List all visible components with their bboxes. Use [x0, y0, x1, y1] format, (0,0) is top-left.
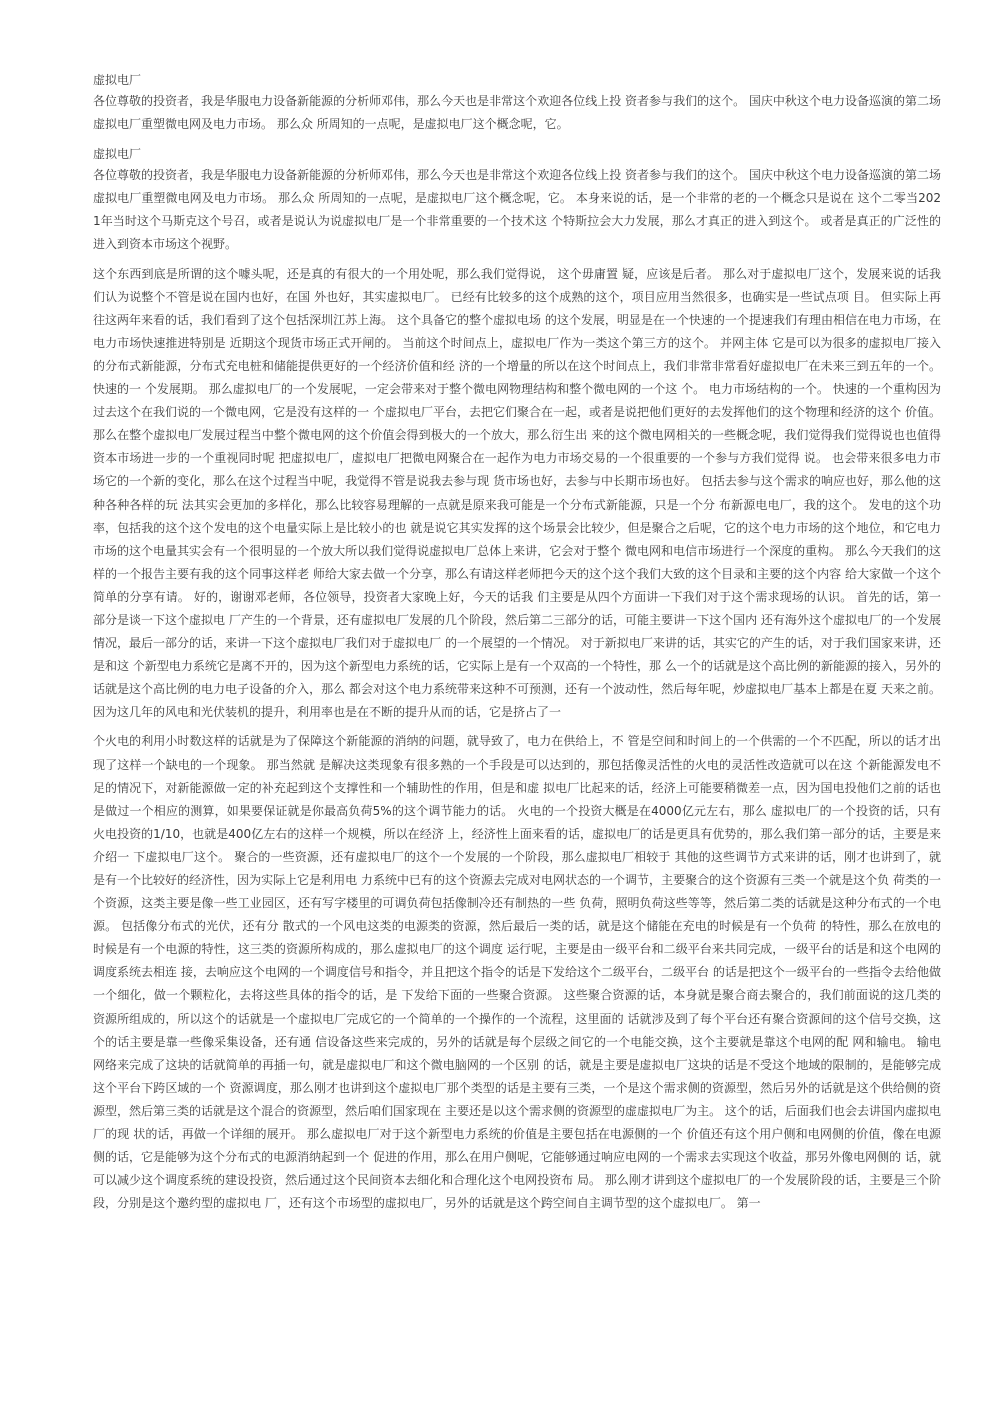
section-title: 虚拟电厂	[93, 147, 142, 162]
body-paragraph: 这个东西到底是所谓的这个噱头呢，还是真的有很大的一个用处呢，那么我们觉得说， 这个毋庸置 疑，应该是后者。 那么对于虚拟电厂这个，发展来说的话我们认为说整个不管是说在国内也好，在国 外也好，其实虚拟电厂。 已经有比较多的这个成熟的这个，项目应用当然很多，也确实是一些试点项 目。 但实际上再往这两年来看的话，我们看到了这个包括深圳江苏上海。 这个具备它的整个虚拟电场 的这个发展，明显是在一个快速的一个提速我们有理由相信在电力市场，在电力市场快速推进特别是 近期这个现货市场正式开闸的。 当前这个时间点上，虚拟电厂作为一类这个第三方的这个。 并网主体 它是可以为很多的虚拟电厂接入的分布式新能源，分布式充电桩和储能提供更好的一个经济价值和经 济的一个增量的所以在这个时间点上，我们非常非常看好虚拟电厂在未来三到五年的一个。 快速的一 个发展期。 那么虚拟电厂的一个发展呢，一定会带来对于整个微电网物理结构和整个微电网的一个这 个。 电力市场结构的一个。 快速的一个重构因为过去这个在我们说的一个微电网，它是没有这样的一 个虚拟电厂平台，去把它们聚合在一起，或者是说把他们更好的去发挥他们的这个物理和经济的这个 价值。 那么在整个虚拟电厂发展过程当中整个微电网的这个价值会得到极大的一个放大，那么衍生出 来的这个微电网相关的一些概念呢，我们觉得我们觉得说也也值得资本市场进一步的一个重视同时呢 把虚拟电厂，虚拟电厂把微电网聚合在一起作为电力市场交易的一个很重要的一个参与方我们觉得 说。 也会带来很多电力市场它的一个新的变化，那么在这个过程当中呢，我觉得不管是说我去参与现 货市场也好，去参与中长期市场也好。 包括去参与这个需求的响应也好，那么他的这种各种各样的玩 法其实会更加的多样化，那么比较容易理解的一点就是原来我可能是一个分布式新能源，只是一个分 布新源电电厂，我的这个。 发电的这个功率，包括我的这个这个发电的这个电量实际上是比较小的也 就是说它其实发挥的这个场景会比较少，但是聚合之后呢，它的这个电力市场的这个地位，和它电力 市场的这个电量其实会有一个很明显的一个放大所以我们觉得说虚拟电厂总体上来讲，它会对于整个 微电网和电信市场进行一个深度的重构。 那么今天我们的这样的一个报告主要有我的这个同事这样老 师给大家去做一个分享，那么有请这样老师把今天的这个这个我们大致的这个目录和主要的这个内容 给大家做一个这个简单的分享有请。 好的，谢谢邓老师，各位领导，投资者大家晚上好，今天的话我 们主要是从四个方面讲一下我们对于这个需求现场的认识。 首先的话，第一部分是谈一下这个虚拟电 厂产生的一个背景，还有虚拟电厂发展的几个阶段，然后第二三部分的话，可能主要讲一下这个国内 还有海外这个虚拟电厂的一个发展情况，最后一部分的话，来讲一下这个虚拟电厂我们对于虚拟电厂 的一个展望的一个情况。 对于新拟电厂来讲的话，其实它的产生的话，对于我们国家来讲，还是和这 个新型电力系统它是离不开的，因为这个新型电力系统的话，它实际上是有一个双高的一个特性，那 么一个的话就是这个高比例的新能源的接入，另外的话就是这个高比例的电力电子设备的介入，那么 都会对这个电力系统带来这种不可预测，还有一个波动性，然后每年呢，炒虚拟电厂基本上都是在夏 天来之前。 因为这几年的风电和光伏装机的提升，利用率也是在不断的提升从而的话，它是挤占了一	[93, 266, 941, 720]
body-paragraph: 个火电的利用小时数这样的话就是为了保障这个新能源的消纳的问题，就导致了，电力在供给上，不 管是空间和时间上的一个供需的一个不匹配，所以的话才出现了这样一个缺电的一个现象。 那当然就 是解决这类现象有很多熟的一个手段是可以达到的，那包括像灵活性的火电的灵活性改造就可以在这 个新能源发电不足的情况下，对新能源做一定的补充起到这个支撑性和一个辅助性的作用，但是和虚 拟电厂比起来的话，经济上可能要稍微差一点，因为国电投他们之前的话也是做过一个相应的测算，如果要保证就是你最高负荷5%的这个调节能力的话。 火电的一个投资大概是在4000亿元左右，那么 虚拟电厂的一个投资的话，只有火电投资的1/10，也就是400亿左右的这样一个规模，所以在经济 上，经济性上面来看的话，虚拟电厂的话是更具有优势的，那么我们第一部分的话，主要是来介绍一 下虚拟电厂这个。 聚合的一些资源，还有虚拟电厂的这个一个发展的一个阶段，那么虚拟电厂相较于 其他的这些调节方式来讲的话，刚才也讲到了，就是有一个比较好的经济性，因为实际上它是利用电 力系统中已有的这个资源去完成对电网状态的一个调节，主要聚合的这个资源有三类一个就是这个负 荷类的一个资源，这类主要是像一些工业园区，还有写字楼里的可调负荷包括像制冷还有制热的一些 负荷，照明负荷这些等等，然后第二类的话就是这种分布式的一个电源。 包括像分布式的光伏，还有分 散式的一个风电这类的电源类的资源，然后最后一类的话，就是这个储能在充电的时候是有一个负荷 的特性，那么在放电的时候是有一个电源的特性，这三类的资源所构成的，那么虚拟电厂的这个调度 运行呢，主要是由一级平台和二级平台来共同完成，一级平台的话是和这个电网的调度系统去相连 接，去响应这个电网的一个调度信号和指令，并且把这个指令的话是下发给这个二级平台，二级平台 的话是把这个一级平台的一些指令去给他做一个细化，做一个颗粒化，去将这些具体的指令的话，是 下发给下面的一些聚合资源。 这些聚合资源的话，本身就是聚合商去聚合的，我们前面说的这几类的 资源所组成的，所以这个的话就是一个虚拟电厂完成它的一个简单的一个操作的一个流程，这里面的 话就涉及到了每个平台还有聚合资源间的这个信号交换，这个的话主要是靠一些像采集设备，还有通 信设备这些来完成的，另外的话就是每个层级之间它的一个电能交换，这个主要就是靠这个电网的配 网和输电。 输电网络来完成了这块的话就简单的再插一句，就是虚拟电厂和这个微电脑网的一个区别 的话，就是主要是虚拟电厂这块的话是不受这个地域的限制的，是能够完成这个平台下跨区域的一个 资源调度，那么刚才也讲到这个虚拟电厂那个类型的话是主要有三类，一个是这个需求侧的资源型，然后另外的话就是这个供给侧的资源型，然后第三类的话就是这个混合的资源型，然后咱们国家现在 主要还是以这个需求侧的资源型的虚虚拟电厂为主。 这个的话，后面我们也会去讲国内虚拟电厂的现 状的话，再做一个详细的展开。 那么虚拟电厂对于这个新型电力系统的价值是主要包括在电源侧的一个 价值还有这个用户侧和电网侧的价值，像在电源侧的话，它是能够为这个分布式的电源消纳起到一个 促进的作用，那么在用户侧呢，它能够通过响应电网的一个需求去实现这个收益，那另外像电网侧的 话，就可以减少这个调度系统的建设投资，然后通过这个民间资本去细化和合理化这个电网投资布 局。 那么刚才讲到这个虚拟电厂的一个发展阶段的话，主要是三个阶段，分别是这个邀约型的虚拟电 厂，还有这个市场型的虚拟电厂，另外的话就是这个跨空间自主调节型的这个虚拟电厂。 第一	[93, 734, 941, 1211]
section-title: 虚拟电厂	[93, 73, 142, 87]
opening-paragraph: 各位尊敬的投资者，我是华服电力设备新能源的分析师邓伟，那么今天也是非常这个欢迎各位线上投 资者参与我们的这个。 国庆中秋这个电力设备巡演的第二场虚拟电厂重塑微电网及电力市场。 那么众 所周知的一点呢，是虚拟电厂这个概念呢，它。 本身来说的话，是一个非常的老的一个概念只是说在 这个二零当2021年当时这个马斯克这个号召，或者是说认为说虚拟电厂是一个非常重要的一个技术这 个特斯拉会大力发展，那么才真正的进入到这个。 或者是真正的广泛性的进入到资本市场这个视野。	[93, 168, 941, 252]
section-spacer	[93, 136, 941, 144]
intro-paragraph: 各位尊敬的投资者，我是华服电力设备新能源的分析师邓伟，那么今天也是非常这个欢迎各位线上投 资者参与我们的这个。 国庆中秋这个电力设备巡演的第二场虚拟电厂重塑微电网及电力市场。 那么众 所周知的一点呢，是虚拟电厂这个概念呢，它。	[93, 94, 941, 132]
document-page	[93, 70, 941, 1215]
